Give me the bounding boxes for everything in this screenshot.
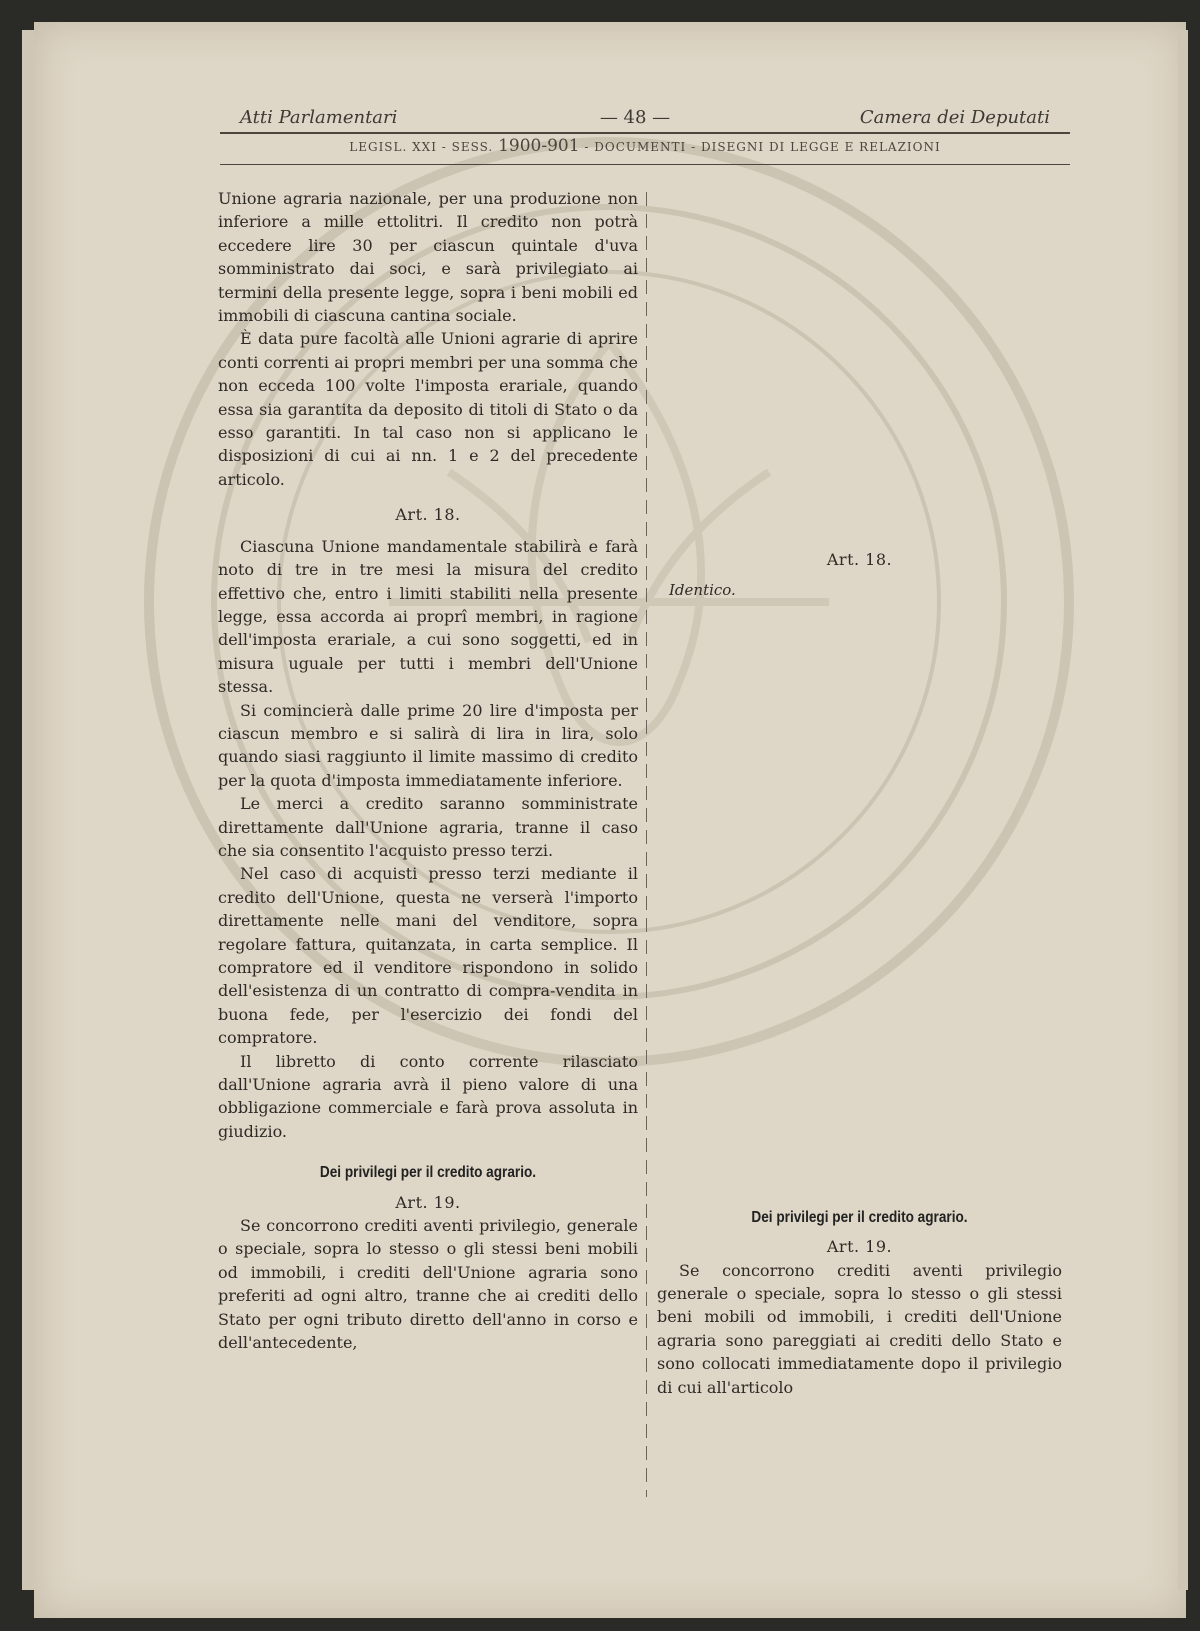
paragraph: Si comincierà dalle prime 20 lire d'imposta per ciascun membro e si salirà di lira in lira, solo quando siasi raggiunto il limite massimo di credito per la quota d'imposta immediatamente inferiore. (218, 700, 638, 790)
paragraph: È data pure facoltà alle Unioni agrarie di aprire conti correnti ai propri membri per una somma che non ecceda 100 volte l'imposta erariale, quando essa sia garantita da deposito di titoli di Stato o da esso garantiti. In tal caso non si applicano le disposizioni di cui ai nn. 1 e 2 del precedente articolo. (218, 329, 638, 489)
paragraph: Nel caso di acquisti presso terzi mediante il credito dell'Unione, questa ne verserà l'importo direttamente nelle mani del venditore, sopra regolare fattura, quitanzata, in carta semplice. Il compratore ed il venditore rispondono in solido dell'esistenza di un contratto di compra-vendita in buona fede, per l'esercizio dei fondi del compratore. (218, 864, 638, 1048)
section-title: Dei privilegi per il credito agrario. (751, 1208, 968, 1226)
paragraph: Se concorrono crediti aventi privilegio generale o speciale, sopra lo stesso o gli stessi beni mobili od immobili, i crediti dell'Unione agraria sono pareggiati ai crediti dello Stato e sono collocati immediatamente dopo il privilegio di cui all'articolo (657, 1260, 1062, 1397)
subheader-post: - DOCUMENTI - DISEGNI DI LEGGE E RELAZIONI (584, 140, 941, 154)
paragraph: Ciascuna Unione mandamentale stabilirà e farà noto di tre in tre mesi la misura del credito effettivo che, entro i limiti stabiliti nella presente legge, essa accorda ai proprî membri, in ragione dell'imposta erariale, a cui sono soggetti, ed in misura uguale per tutti i membri dell'Unione stessa. (218, 536, 638, 697)
subheader-year: 1900-901 (498, 136, 580, 156)
document-page (34, 22, 1186, 1618)
article-19-title: Art. 19. (395, 1192, 461, 1212)
subheader-rule (220, 164, 1070, 165)
paragraph: Se concorrono crediti aventi privilegio, generale o speciale, sopra lo stesso o gli stessi beni mobili od immobili, i crediti dell'Unione agraria sono preferiti ad ogni altro, tranne che ai crediti dello Stato per ogni tributo diretto dell'anno in corso e dell'antecedente, (218, 1216, 638, 1353)
subheader (220, 136, 1070, 156)
left-column (218, 187, 638, 1355)
header-right: Camera dei Deputati (859, 107, 1050, 128)
subheader-pre: LEGISL. XXI - SESS. (349, 140, 494, 154)
page-number: — 48 — (599, 107, 671, 128)
section-title: Dei privilegi per il credito agrario. (319, 1164, 537, 1182)
paragraph: Le merci a credito saranno somministrate direttamente dall'Unione agraria, tranne il caso che sia consentito l'acquisto presso terzi. (218, 794, 638, 860)
article-19-title: Art. 19. (826, 1237, 893, 1257)
right-column (657, 187, 1062, 1399)
header-rule (220, 132, 1070, 134)
article-18-title: Art. 18. (395, 505, 461, 525)
column-divider (646, 192, 647, 1497)
running-header (220, 107, 1050, 135)
page-edge-right (1178, 30, 1188, 1590)
paragraph: Unione agraria nazionale, per una produzione non inferiore a mille ettolitri. Il credito non potrà eccedere lire 30 per ciascun quintale d'uva somministrato dai soci, e sarà privilegiato ai termini della presente legge, sopra i beni mobili ed immobili di ciascuna cantina sociale. (218, 189, 638, 326)
identico-note: Identico. (669, 581, 736, 600)
paragraph: Il libretto di conto corrente rilasciato dall'Unione agraria avrà il pieno valore di una obbligazione commerciale e farà prova assoluta in giudizio. (218, 1051, 638, 1141)
article-18-title: Art. 18. (826, 550, 893, 569)
header-left: Atti Parlamentari (240, 107, 398, 128)
